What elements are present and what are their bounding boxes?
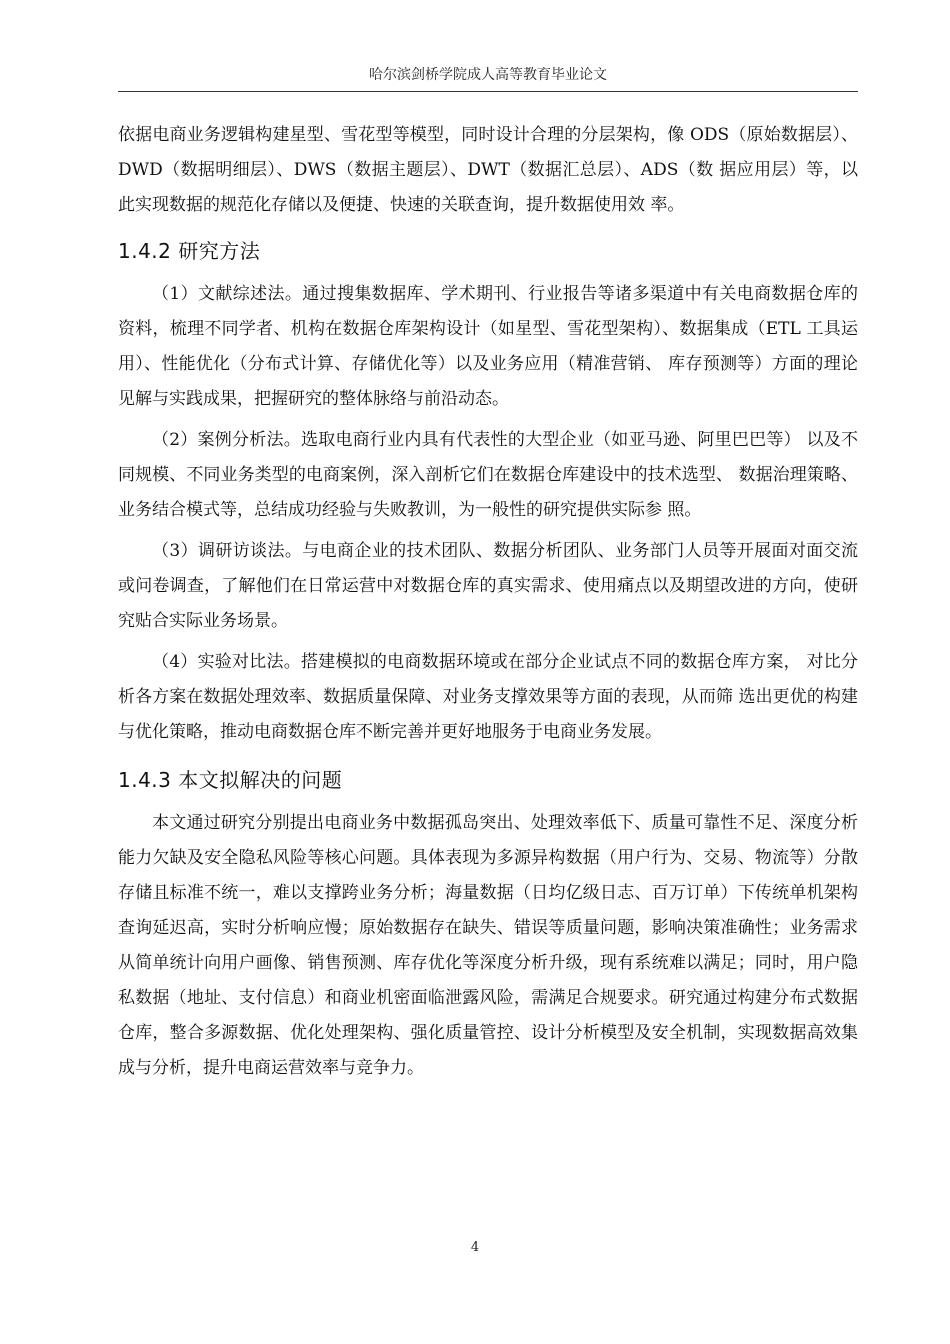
- running-header: 哈尔滨剑桥学院成人高等教育毕业论文: [369, 67, 607, 83]
- section-heading-research-methods: 1.4.2 研究方法: [118, 239, 261, 263]
- method-interview-survey: （3）调研访谈法。与电商企业的技术团队、数据分析团队、业务部门人员等开展面对面交流或问卷调查，了解他们在日常运营中对数据仓库的真实需求、使用痛点以及期望改进的方向，使研究贴合实际业务场景。: [118, 541, 858, 631]
- page-number: 4: [470, 1240, 480, 1255]
- header-rule: [118, 91, 858, 92]
- section-heading-problems: 1.4.3 本文拟解决的问题: [118, 768, 343, 792]
- method-literature-review: （1）文献综述法。通过搜集数据库、学术期刊、行业报告等诸多渠道中有关电商数据仓库的资料，梳理不同学者、机构在数据仓库架构设计（如星型、雪花型架构）、数据集成（ETL 工具运用）、性能优化（分布式计算、存储优化等）以及业务应用（精准营销、 库存预测等）方面的理论见解与实践成果，把握研究的整体脉络与前沿动态。: [118, 284, 858, 409]
- problems-paragraph: 本文通过研究分别提出电商业务中数据孤岛突出、处理效率低下、质量可靠性不足、深度分析能力欠缺及安全隐私风险等核心问题。具体表现为多源异构数据（用户行为、交易、物流等）分散存储且标准不统一，难以支撑跨业务分析；海量数据（日均亿级日志、百万订单）下传统单机架构查询延迟高，实时分析响应慢；原始数据存在缺失、错误等质量问题，影响决策准确性；业务需求从简单统计向用户画像、销售预测、库存优化等深度分析升级，现有系统难以满足；同时，用户隐私数据（地址、支付信息）和商业机密面临泄露风险，需满足合规要求。研究通过构建分布式数据仓库，整合多源数据、优化处理架构、强化质量管控、设计分析模型及安全机制，实现数据高效集成与分析，提升电商运营效率与竞争力。: [118, 813, 858, 1078]
- intro-paragraph: 依据电商业务逻辑构建星型、雪花型等模型，同时设计合理的分层架构，像 ODS（原始数据层）、DWD（数据明细层）、DWS（数据主题层）、DWT（数据汇总层）、ADS（数 据应用层）等，以此实现数据的规范化存储以及便捷、快速的关联查询，提升数据使用效 率。: [118, 125, 858, 215]
- method-experiment-comparison: （4）实验对比法。搭建模拟的电商数据环境或在部分企业试点不同的数据仓库方案， 对比分析各方案在数据处理效率、数据质量保障、对业务支撑效果等方面的表现，从而筛 选出更优的构建与优化策略，推动电商数据仓库不断完善并更好地服务于电商业务发展。: [118, 652, 858, 742]
- method-case-analysis: （2）案例分析法。选取电商行业内具有代表性的大型企业（如亚马逊、阿里巴巴等） 以及不同规模、不同业务类型的电商案例，深入剖析它们在数据仓库建设中的技术选型、 数据治理策略、业务结合模式等，总结成功经验与失败教训，为一般性的研究提供实际参 照。: [118, 430, 858, 520]
- page-body: [118, 118, 858, 1086]
